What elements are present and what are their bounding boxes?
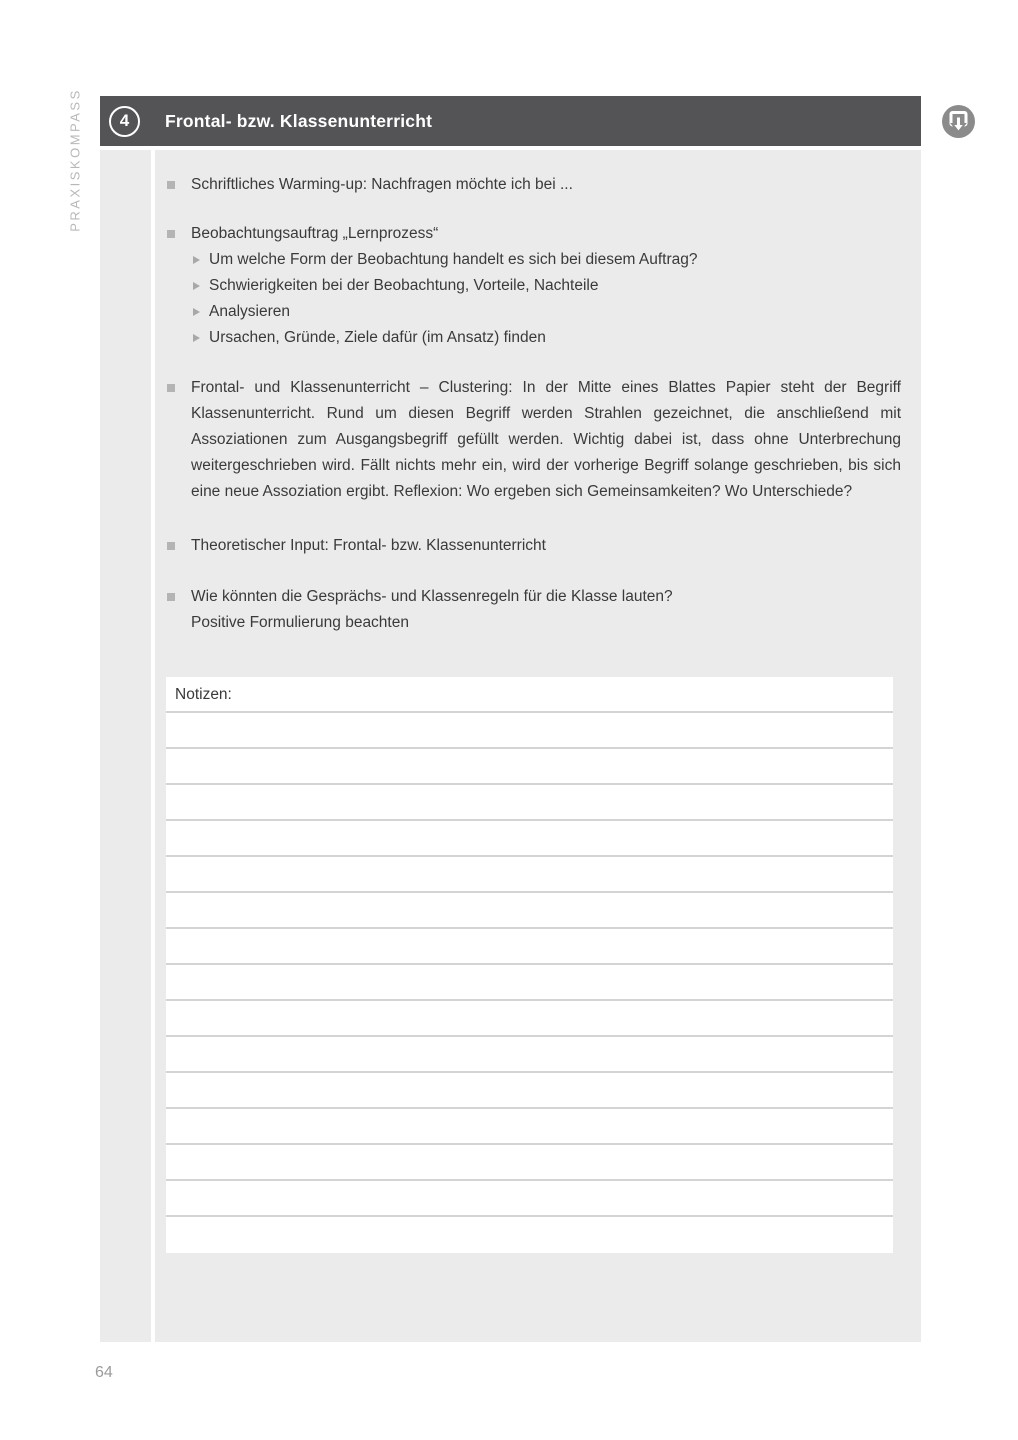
note-blank-line (166, 1217, 893, 1253)
note-blank-line (166, 1145, 893, 1181)
bullet-text: Theoretischer Input: Frontal- bzw. Klassenunterricht (191, 537, 546, 554)
note-blank-line (166, 965, 893, 1001)
note-blank-line (166, 749, 893, 785)
chapter-number: 4 (119, 111, 130, 130)
sub-bullet-item (155, 299, 921, 325)
bullet-text: Schriftliches Warming-up: Nachfragen möchte ich bei ... (191, 176, 573, 193)
note-blank-line (166, 893, 893, 929)
bullet-text-line2: Positive Formulierung beachten (191, 614, 409, 631)
square-bullet-icon (167, 384, 175, 392)
bullet-text: Frontal- und Klassenunterricht – Clustering: In der Mitte eines Blattes Papier steht der Begriff Klassenunterricht. Rund um diesen Begriff werden Strahlen gezeichnet, die anschließend mit Assoziationen zum Ausgangsbegriff gefüllt werden. Wichtig dabei ist, dass ohne Unterbrechung weitergeschrieben wird. Fällt nichts mehr ein, wird der vorherige Begriff solange geschrieben, bis sich eine neue Assoziation ergibt. Reflexion: Wo ergeben sich Gemeinsamkeiten? Wo Unterschiede? (191, 379, 901, 500)
chapter-header-bar (100, 96, 921, 146)
square-bullet-icon (167, 230, 175, 238)
note-blank-line (166, 1109, 893, 1145)
bullet-text: Beobachtungsauftrag „Lernprozess“ (191, 225, 439, 242)
bullet-item (155, 375, 921, 505)
chapter-number-badge (109, 106, 140, 137)
bullet-item (155, 172, 921, 198)
note-blank-line (166, 857, 893, 893)
note-blank-line (166, 1073, 893, 1109)
bullet-item (155, 584, 921, 636)
series-margin-label: PRAXISKOMPASS (67, 88, 83, 232)
note-blank-line (166, 1001, 893, 1037)
sub-bullet-item (155, 325, 921, 351)
note-blank-line (166, 1037, 893, 1073)
bullet-text: Wie könnten die Gesprächs- und Klassenregeln für die Klasse lauten? (191, 588, 673, 605)
note-blank-line (166, 785, 893, 821)
page-number: 64 (95, 1364, 113, 1381)
section-sidebar-column (100, 150, 151, 1342)
triangle-bullet-icon (193, 256, 200, 264)
download-icon[interactable] (941, 104, 976, 139)
sub-bullet-text: Um welche Form der Beobachtung handelt es sich bei diesem Auftrag? (209, 251, 698, 268)
notes-label-row (166, 677, 893, 713)
note-blank-line (166, 821, 893, 857)
sub-bullet-text: Schwierigkeiten bei der Beobachtung, Vorteile, Nachteile (209, 277, 599, 294)
sub-bullet-item (155, 247, 921, 273)
square-bullet-icon (167, 593, 175, 601)
page-title: Frontal- bzw. Klassenunterricht (165, 110, 433, 131)
note-blank-line (166, 713, 893, 749)
note-blank-line (166, 1181, 893, 1217)
bullet-item (155, 533, 921, 559)
square-bullet-icon (167, 181, 175, 189)
triangle-bullet-icon (193, 308, 200, 316)
sub-bullet-item (155, 273, 921, 299)
note-blank-line (166, 929, 893, 965)
bullet-item (155, 221, 921, 247)
triangle-bullet-icon (193, 282, 200, 290)
square-bullet-icon (167, 542, 175, 550)
notes-section (166, 677, 893, 1253)
content-panel (155, 150, 921, 1342)
sub-bullet-text: Ursachen, Gründe, Ziele dafür (im Ansatz) finden (209, 329, 546, 346)
triangle-bullet-icon (193, 334, 200, 342)
notes-label: Notizen: (175, 686, 232, 703)
sub-bullet-text: Analysieren (209, 303, 290, 320)
